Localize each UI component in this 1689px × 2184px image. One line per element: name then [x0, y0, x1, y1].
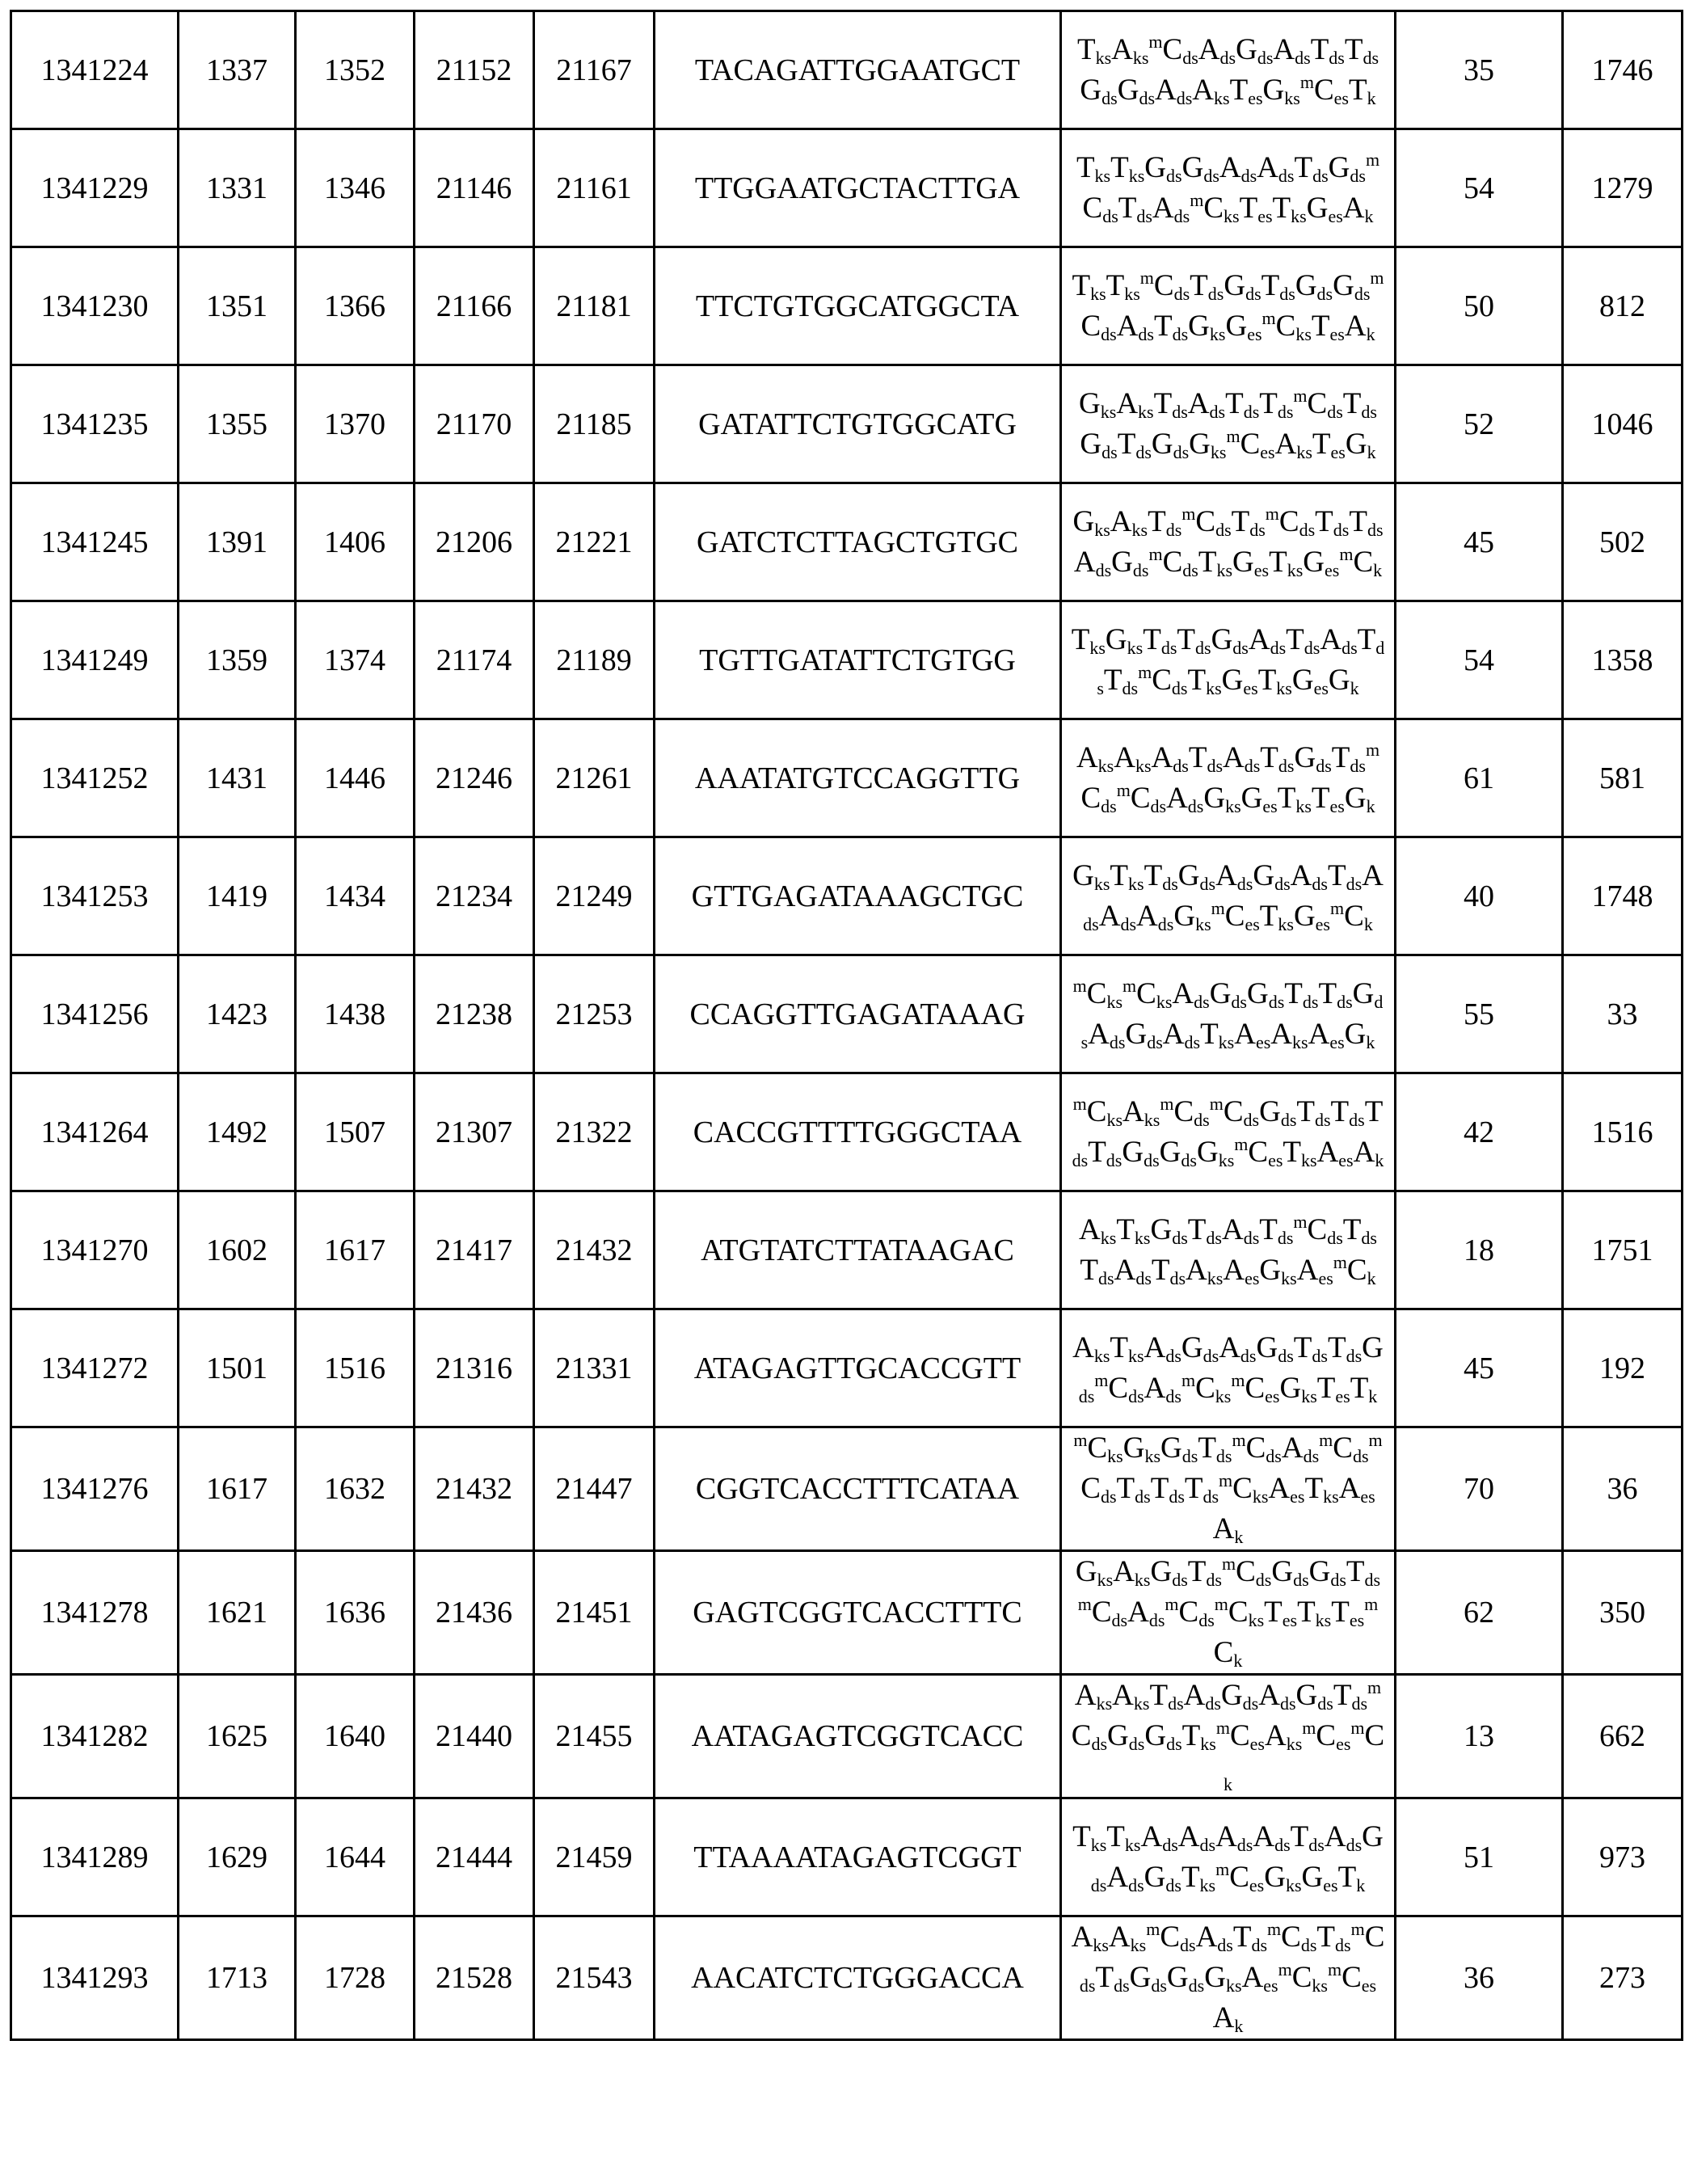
value-1-cell: 54: [1396, 601, 1563, 719]
value-1-cell: 61: [1396, 719, 1563, 837]
start-site-2-cell: 21246: [415, 719, 534, 837]
stop-site-1-cell: 1644: [296, 1798, 415, 1916]
start-site-2-cell: 21417: [415, 1191, 534, 1309]
table-row: [11, 1675, 1683, 1798]
table-row: [11, 719, 1683, 837]
chemistry-notation-cell: TksTksmCdsTdsGdsTdsGdsGdsmCdsAdsTdsGksGesmCksTesAk: [1061, 247, 1396, 365]
chemistry-notation-cell: GksAksTdsAdsTdsTdsmCdsTdsGdsTdsGdsGksmCesAksTesGk: [1061, 365, 1396, 483]
start-site-2-cell: 21170: [415, 365, 534, 483]
value-1-cell: 50: [1396, 247, 1563, 365]
start-site-1-cell: 1501: [179, 1309, 296, 1427]
chemistry-notation-cell: TksTksAdsAdsAdsAdsTdsAdsGdsAdsGdsTksmCesGksGesTk: [1061, 1798, 1396, 1916]
stop-site-1-cell: 1516: [296, 1309, 415, 1427]
start-site-2-cell: 21152: [415, 11, 534, 129]
start-site-1-cell: 1337: [179, 11, 296, 129]
stop-site-2-cell: 21181: [534, 247, 655, 365]
compound-id-cell: 1341249: [11, 601, 179, 719]
start-site-1-cell: 1713: [179, 1916, 296, 2040]
compound-id-cell: 1341235: [11, 365, 179, 483]
sequence-cell: CACCGTTTTGGGCTAA: [655, 1073, 1061, 1191]
value-1-cell: 36: [1396, 1916, 1563, 2040]
value-2-cell: 192: [1563, 1309, 1683, 1427]
stop-site-1-cell: 1728: [296, 1916, 415, 2040]
chemistry-notation-cell: GksAksTdsmCdsTdsmCdsTdsTdsAdsGdsmCdsTksGesTksGesmCk: [1061, 483, 1396, 601]
chemistry-notation-cell: AksAksmCdsAdsTdsmCdsTdsmCdsTdsGdsGdsGksAesmCksmCesAk: [1061, 1916, 1396, 2040]
table-row: [11, 955, 1683, 1073]
stop-site-2-cell: 21185: [534, 365, 655, 483]
sequence-cell: AACATCTCTGGGACCA: [655, 1916, 1061, 2040]
value-1-cell: 13: [1396, 1675, 1563, 1798]
stop-site-2-cell: 21261: [534, 719, 655, 837]
sequence-cell: TTGGAATGCTACTTGA: [655, 129, 1061, 247]
value-2-cell: 36: [1563, 1427, 1683, 1551]
sequence-cell: GATATTCTGTGGCATG: [655, 365, 1061, 483]
value-2-cell: 812: [1563, 247, 1683, 365]
sequence-cell: ATGTATCTTATAAGAC: [655, 1191, 1061, 1309]
table-row: [11, 1191, 1683, 1309]
chemistry-notation-cell: AksTksGdsTdsAdsTdsmCdsTdsTdsAdsTdsAksAesGksAesmCk: [1061, 1191, 1396, 1309]
stop-site-1-cell: 1640: [296, 1675, 415, 1798]
stop-site-2-cell: 21543: [534, 1916, 655, 2040]
sequence-cell: TACAGATTGGAATGCT: [655, 11, 1061, 129]
compound-id-cell: 1341270: [11, 1191, 179, 1309]
sequence-cell: ATAGAGTTGCACCGTT: [655, 1309, 1061, 1427]
start-site-1-cell: 1629: [179, 1798, 296, 1916]
stop-site-2-cell: 21249: [534, 837, 655, 955]
sequence-cell: GAGTCGGTCACCTTTC: [655, 1551, 1061, 1675]
table-row: [11, 1073, 1683, 1191]
stop-site-1-cell: 1374: [296, 601, 415, 719]
sequence-cell: CGGTCACCTTTCATAA: [655, 1427, 1061, 1551]
stop-site-1-cell: 1446: [296, 719, 415, 837]
value-2-cell: 1358: [1563, 601, 1683, 719]
value-2-cell: 1046: [1563, 365, 1683, 483]
start-site-1-cell: 1492: [179, 1073, 296, 1191]
value-2-cell: 1751: [1563, 1191, 1683, 1309]
sequence-cell: AATAGAGTCGGTCACC: [655, 1675, 1061, 1798]
compound-id-cell: 1341278: [11, 1551, 179, 1675]
compound-id-cell: 1341229: [11, 129, 179, 247]
start-site-2-cell: 21444: [415, 1798, 534, 1916]
stop-site-2-cell: 21331: [534, 1309, 655, 1427]
oligo-table: [10, 10, 1683, 2041]
value-2-cell: 33: [1563, 955, 1683, 1073]
value-2-cell: 1746: [1563, 11, 1683, 129]
start-site-2-cell: 21206: [415, 483, 534, 601]
value-1-cell: 18: [1396, 1191, 1563, 1309]
compound-id-cell: 1341252: [11, 719, 179, 837]
compound-id-cell: 1341230: [11, 247, 179, 365]
compound-id-cell: 1341264: [11, 1073, 179, 1191]
stop-site-1-cell: 1346: [296, 129, 415, 247]
value-1-cell: 62: [1396, 1551, 1563, 1675]
chemistry-notation-cell: AksAksAdsTdsAdsTdsGdsTdsmCdsmCdsAdsGksGesTksTesGk: [1061, 719, 1396, 837]
stop-site-2-cell: 21253: [534, 955, 655, 1073]
value-1-cell: 45: [1396, 483, 1563, 601]
compound-id-cell: 1341289: [11, 1798, 179, 1916]
value-2-cell: 502: [1563, 483, 1683, 601]
chemistry-notation-cell: GksAksGdsTdsmCdsGdsGdsTdsmCdsAdsmCdsmCksTesTksTesmCk: [1061, 1551, 1396, 1675]
stop-site-1-cell: 1352: [296, 11, 415, 129]
value-1-cell: 42: [1396, 1073, 1563, 1191]
value-2-cell: 350: [1563, 1551, 1683, 1675]
value-2-cell: 1516: [1563, 1073, 1683, 1191]
chemistry-notation-cell: TksGksTdsTdsGdsAdsTdsAdsTdsTdsmCdsTksGesTksGesGk: [1061, 601, 1396, 719]
stop-site-1-cell: 1617: [296, 1191, 415, 1309]
value-1-cell: 55: [1396, 955, 1563, 1073]
sequence-cell: TTAAAATAGAGTCGGT: [655, 1798, 1061, 1916]
start-site-2-cell: 21432: [415, 1427, 534, 1551]
stop-site-2-cell: 21432: [534, 1191, 655, 1309]
sequence-cell: AAATATGTCCAGGTTG: [655, 719, 1061, 837]
stop-site-2-cell: 21459: [534, 1798, 655, 1916]
start-site-1-cell: 1391: [179, 483, 296, 601]
table-row: [11, 1427, 1683, 1551]
compound-id-cell: 1341245: [11, 483, 179, 601]
table-row: [11, 11, 1683, 129]
start-site-1-cell: 1359: [179, 601, 296, 719]
stop-site-2-cell: 21189: [534, 601, 655, 719]
start-site-1-cell: 1423: [179, 955, 296, 1073]
table-row: [11, 247, 1683, 365]
start-site-2-cell: 21436: [415, 1551, 534, 1675]
start-site-1-cell: 1621: [179, 1551, 296, 1675]
table-row: [11, 1798, 1683, 1916]
sequence-cell: TTCTGTGGCATGGCTA: [655, 247, 1061, 365]
compound-id-cell: 1341272: [11, 1309, 179, 1427]
sequence-cell: TGTTGATATTCTGTGG: [655, 601, 1061, 719]
stop-site-1-cell: 1507: [296, 1073, 415, 1191]
start-site-2-cell: 21440: [415, 1675, 534, 1798]
chemistry-notation-cell: TksTksGdsGdsAdsAdsTdsGdsmCdsTdsAdsmCksTesTksGesAk: [1061, 129, 1396, 247]
start-site-2-cell: 21146: [415, 129, 534, 247]
chemistry-notation-cell: TksAksmCdsAdsGdsAdsTdsTdsGdsGdsAdsAksTesGksmCesTk: [1061, 11, 1396, 129]
value-1-cell: 70: [1396, 1427, 1563, 1551]
value-2-cell: 273: [1563, 1916, 1683, 2040]
value-1-cell: 54: [1396, 129, 1563, 247]
value-2-cell: 662: [1563, 1675, 1683, 1798]
table-row: [11, 365, 1683, 483]
start-site-1-cell: 1419: [179, 837, 296, 955]
chemistry-notation-cell: GksTksTdsGdsAdsGdsAdsTdsAdsAdsAdsGksmCesTksGesmCk: [1061, 837, 1396, 955]
compound-id-cell: 1341253: [11, 837, 179, 955]
start-site-1-cell: 1331: [179, 129, 296, 247]
table-row: [11, 837, 1683, 955]
compound-id-cell: 1341256: [11, 955, 179, 1073]
chemistry-notation-cell: mCksAksmCdsmCdsGdsTdsTdsTdsTdsGdsGdsGksmCesTksAesAk: [1061, 1073, 1396, 1191]
start-site-2-cell: 21174: [415, 601, 534, 719]
stop-site-1-cell: 1370: [296, 365, 415, 483]
stop-site-2-cell: 21161: [534, 129, 655, 247]
stop-site-1-cell: 1636: [296, 1551, 415, 1675]
table-row: [11, 129, 1683, 247]
table-row: [11, 601, 1683, 719]
value-1-cell: 40: [1396, 837, 1563, 955]
stop-site-1-cell: 1438: [296, 955, 415, 1073]
sequence-cell: GTTGAGATAAAGCTGC: [655, 837, 1061, 955]
table-row: [11, 1916, 1683, 2040]
table-row: [11, 1309, 1683, 1427]
value-1-cell: 45: [1396, 1309, 1563, 1427]
chemistry-notation-cell: mCksGksGdsTdsmCdsAdsmCdsmCdsTdsTdsTdsmCksAesTksAesAk: [1061, 1427, 1396, 1551]
start-site-1-cell: 1617: [179, 1427, 296, 1551]
stop-site-2-cell: 21451: [534, 1551, 655, 1675]
chemistry-notation-cell: AksAksTdsAdsGdsAdsGdsTdsmCdsGdsGdsTksmCesAksmCesmCk: [1061, 1675, 1396, 1798]
compound-id-cell: 1341276: [11, 1427, 179, 1551]
value-2-cell: 1279: [1563, 129, 1683, 247]
stop-site-1-cell: 1366: [296, 247, 415, 365]
stop-site-1-cell: 1406: [296, 483, 415, 601]
value-1-cell: 51: [1396, 1798, 1563, 1916]
value-2-cell: 581: [1563, 719, 1683, 837]
value-2-cell: 1748: [1563, 837, 1683, 955]
table-row: [11, 1551, 1683, 1675]
stop-site-2-cell: 21221: [534, 483, 655, 601]
start-site-1-cell: 1602: [179, 1191, 296, 1309]
stop-site-1-cell: 1632: [296, 1427, 415, 1551]
sequence-cell: CCAGGTTGAGATAAAG: [655, 955, 1061, 1073]
start-site-2-cell: 21316: [415, 1309, 534, 1427]
start-site-1-cell: 1351: [179, 247, 296, 365]
table-row: [11, 483, 1683, 601]
start-site-2-cell: 21528: [415, 1916, 534, 2040]
stop-site-2-cell: 21322: [534, 1073, 655, 1191]
value-2-cell: 973: [1563, 1798, 1683, 1916]
sequence-cell: GATCTCTTAGCTGTGC: [655, 483, 1061, 601]
start-site-2-cell: 21307: [415, 1073, 534, 1191]
compound-id-cell: 1341293: [11, 1916, 179, 2040]
chemistry-notation-cell: mCksmCksAdsGdsGdsTdsTdsGdsAdsGdsAdsTksAesAksAesGk: [1061, 955, 1396, 1073]
stop-site-2-cell: 21447: [534, 1427, 655, 1551]
compound-id-cell: 1341224: [11, 11, 179, 129]
stop-site-1-cell: 1434: [296, 837, 415, 955]
start-site-1-cell: 1355: [179, 365, 296, 483]
start-site-1-cell: 1625: [179, 1675, 296, 1798]
chemistry-notation-cell: AksTksAdsGdsAdsGdsTdsTdsGdsmCdsAdsmCksmCesGksTesTk: [1061, 1309, 1396, 1427]
stop-site-2-cell: 21167: [534, 11, 655, 129]
compound-id-cell: 1341282: [11, 1675, 179, 1798]
start-site-1-cell: 1431: [179, 719, 296, 837]
stop-site-2-cell: 21455: [534, 1675, 655, 1798]
start-site-2-cell: 21234: [415, 837, 534, 955]
value-1-cell: 35: [1396, 11, 1563, 129]
start-site-2-cell: 21166: [415, 247, 534, 365]
start-site-2-cell: 21238: [415, 955, 534, 1073]
value-1-cell: 52: [1396, 365, 1563, 483]
